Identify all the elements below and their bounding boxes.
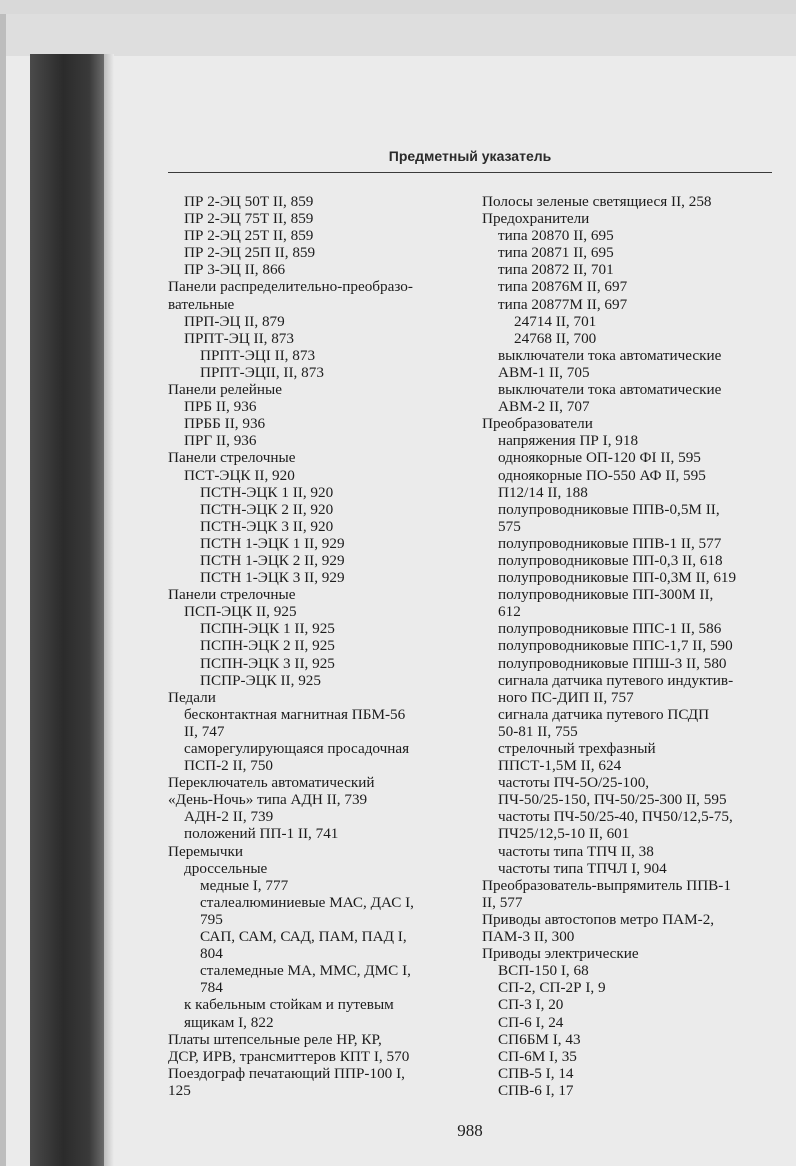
index-entry: 784 bbox=[200, 979, 223, 997]
index-entry: Панели стрелочные bbox=[168, 586, 296, 604]
index-entry: ПР 2-ЭЦ 50Т II, 859 bbox=[184, 193, 314, 210]
index-entry: 795 bbox=[200, 910, 223, 928]
index-entry: II, 577 bbox=[482, 893, 523, 911]
index-entry: ПСПР-ЭЦК II, 925 bbox=[200, 671, 321, 689]
index-entry: СП-6 I, 24 bbox=[498, 1013, 564, 1031]
index-entry: полупроводниковые ПП-300М II, bbox=[498, 586, 714, 604]
index-entry: ПРП-ЭЦ II, 879 bbox=[184, 312, 285, 330]
index-entry: 575 bbox=[498, 517, 521, 535]
left-index-column bbox=[168, 193, 458, 1099]
page-top-shadow bbox=[6, 14, 796, 56]
index-entry: СПВ-5 I, 14 bbox=[498, 1064, 574, 1082]
index-entry: 125 bbox=[168, 1081, 191, 1099]
book-spine bbox=[30, 54, 104, 1166]
index-entry: ППСТ-1,5М II, 624 bbox=[498, 757, 622, 775]
index-entry: саморегулирующаяся просадочная bbox=[184, 740, 410, 757]
index-entry: ПРПТ-ЭЦІ II, 873 bbox=[200, 346, 316, 364]
index-entry: одноякорные ОП-120 ФІ II, 595 bbox=[498, 449, 701, 467]
index-entry: ПАМ-3 II, 300 bbox=[482, 928, 575, 946]
index-entry: СП-3 I, 20 bbox=[498, 996, 564, 1014]
index-entry: ного ПС-ДИП II, 757 bbox=[498, 688, 634, 706]
index-entry: Панели распределительно-преобразо- bbox=[168, 278, 413, 296]
index-entry: сталеалюминиевые МАС, ДАС I, bbox=[200, 893, 414, 911]
index-entry: ПР 2-ЭЦ 25П II, 859 bbox=[184, 244, 316, 262]
index-entry: дроссельные bbox=[184, 859, 268, 877]
index-entry: сигнала датчика путевого индуктив- bbox=[498, 671, 734, 689]
index-entry: Поездограф печатающий ППР-100 I, bbox=[168, 1064, 405, 1082]
index-entry: полупроводниковые ППВ-0,5М II, bbox=[498, 500, 720, 518]
index-entry: частоты ПЧ-50/25-40, ПЧ50/12,5-75, bbox=[498, 808, 733, 826]
index-entry: ПСПН-ЭЦК 3 II, 925 bbox=[200, 654, 335, 672]
right-index-column bbox=[482, 193, 782, 1099]
index-entry: ПСТ-ЭЦК II, 920 bbox=[184, 466, 295, 484]
index-entry: Преобразователи bbox=[482, 415, 593, 433]
index-entry: ПР 2-ЭЦ 75Т II, 859 bbox=[184, 210, 314, 228]
index-entry: типа 20876М II, 697 bbox=[498, 278, 628, 296]
index-entry: полупроводниковые ППВ-1 II, 577 bbox=[498, 534, 722, 552]
index-entry: АДН-2 II, 739 bbox=[184, 808, 274, 826]
index-entry: частоты ПЧ-5О/25-100, bbox=[498, 774, 650, 792]
index-entry: ПР 2-ЭЦ 25Т II, 859 bbox=[184, 227, 314, 245]
index-entry: Перемычки bbox=[168, 842, 244, 860]
index-entry: типа 20872 II, 701 bbox=[498, 261, 614, 279]
index-entry: полупроводниковые ПП-0,3М II, 619 bbox=[498, 569, 737, 587]
index-entry: ПСТН 1-ЭЦК 2 II, 929 bbox=[200, 551, 345, 569]
index-entry: полупроводниковые ППШ-3 II, 580 bbox=[498, 654, 727, 672]
index-entry: стрелочный трехфазный bbox=[498, 740, 656, 757]
index-entry: ПРПТ-ЭЦІІ, II, 873 bbox=[200, 363, 324, 381]
index-entry: ящикам I, 822 bbox=[184, 1013, 274, 1031]
index-entry: выключатели тока автоматические bbox=[498, 346, 722, 364]
spine-shadow bbox=[104, 54, 114, 1166]
index-entry: Платы штепсельные реле НР, КР, bbox=[168, 1030, 382, 1048]
index-entry: ПРПТ-ЭЦ II, 873 bbox=[184, 329, 294, 347]
index-entry: частоты типа ТПЧ II, 38 bbox=[498, 842, 654, 860]
index-entry: типа 20877М II, 697 bbox=[498, 295, 628, 313]
index-entry: Приводы электрические bbox=[482, 945, 639, 963]
index-entry: Педали bbox=[168, 688, 216, 706]
index-entry: Панели стрелочные bbox=[168, 449, 296, 467]
index-entry: СПВ-6 I, 17 bbox=[498, 1081, 574, 1099]
index-entry: 612 bbox=[498, 603, 521, 621]
header-rule bbox=[168, 172, 772, 173]
index-entry: ПРГ II, 936 bbox=[184, 432, 257, 450]
index-entry: ВСП-150 I, 68 bbox=[498, 962, 589, 980]
index-entry: ПСТН 1-ЭЦК 1 II, 929 bbox=[200, 534, 345, 552]
index-entry: вательные bbox=[168, 295, 235, 313]
index-entry: СП6БМ I, 43 bbox=[498, 1030, 581, 1048]
index-entry: ПСП-ЭЦК II, 925 bbox=[184, 603, 297, 621]
index-entry: медные I, 777 bbox=[200, 876, 289, 894]
index-entry: бесконтактная магнитная ПБМ-56 bbox=[184, 705, 406, 723]
index-entry: ПЧ25/12,5-10 II, 601 bbox=[498, 825, 630, 843]
index-entry: 804 bbox=[200, 945, 223, 963]
index-entry: ПРББ II, 936 bbox=[184, 415, 266, 433]
index-entry: типа 20871 II, 695 bbox=[498, 244, 614, 262]
index-entry: одноякорные ПО-550 АФ II, 595 bbox=[498, 466, 706, 484]
index-entry: ПСПН-ЭЦК 1 II, 925 bbox=[200, 620, 335, 638]
index-entry: Полосы зеленые светящиеся II, 258 bbox=[482, 193, 712, 210]
index-entry: ПСПН-ЭЦК 2 II, 925 bbox=[200, 637, 335, 655]
index-entry: АВМ-1 II, 705 bbox=[498, 363, 590, 381]
index-entry: полупроводниковые ППС-1 II, 586 bbox=[498, 620, 722, 638]
index-entry: Предохранители bbox=[482, 210, 590, 228]
index-entry: полупроводниковые ППС-1,7 II, 590 bbox=[498, 637, 733, 655]
index-entry: ПЧ-50/25-150, ПЧ-50/25-300 II, 595 bbox=[498, 791, 727, 809]
index-entry: 50-81 II, 755 bbox=[498, 722, 578, 740]
index-entry: ПСТН-ЭЦК 3 II, 920 bbox=[200, 517, 334, 535]
index-entry: II, 747 bbox=[184, 722, 225, 740]
index-entry: СП-2, СП-2Р I, 9 bbox=[498, 979, 606, 997]
index-entry: САП, САМ, САД, ПАМ, ПАД I, bbox=[200, 928, 407, 946]
index-entry: Панели релейные bbox=[168, 381, 282, 399]
index-entry: СП-6М I, 35 bbox=[498, 1047, 577, 1065]
index-entry: частоты типа ТПЧЛ I, 904 bbox=[498, 859, 667, 877]
index-entry: сталемедные МА, ММС, ДМС I, bbox=[200, 962, 411, 980]
index-entry: напряжения ПР I, 918 bbox=[498, 432, 639, 450]
index-entry: ПСТН-ЭЦК 1 II, 920 bbox=[200, 483, 334, 501]
index-entry: положений ПП-1 II, 741 bbox=[184, 825, 339, 843]
index-entry: ДСР, ИРВ, трансмиттеров КПТ I, 570 bbox=[168, 1047, 410, 1065]
index-entry: Приводы автостопов метро ПАМ-2, bbox=[482, 910, 715, 928]
page-number: 988 bbox=[457, 1121, 483, 1140]
index-entry: ПСП-2 II, 750 bbox=[184, 757, 274, 775]
index-entry: 24768 II, 700 bbox=[514, 329, 597, 347]
index-entry: ПРБ II, 936 bbox=[184, 398, 257, 416]
running-header: Предметный указатель bbox=[388, 148, 552, 164]
index-entry: сигнала датчика путевого ПСДП bbox=[498, 705, 710, 723]
index-entry: 24714 II, 701 bbox=[514, 312, 597, 330]
index-entry: к кабельным стойкам и путевым bbox=[184, 996, 394, 1014]
index-entry: типа 20870 II, 695 bbox=[498, 227, 614, 245]
index-entry: полупроводниковые ПП-0,3 II, 618 bbox=[498, 551, 723, 569]
index-entry: выключатели тока автоматические bbox=[498, 381, 722, 399]
index-entry: «День-Ночь» типа АДН II, 739 bbox=[168, 791, 368, 809]
index-entry: П12/14 II, 188 bbox=[498, 483, 588, 501]
index-entry: ПСТН-ЭЦК 2 II, 920 bbox=[200, 500, 334, 518]
index-entry: АВМ-2 II, 707 bbox=[498, 398, 590, 416]
index-entry: Преобразователь-выпрямитель ППВ-1 bbox=[482, 876, 731, 894]
scan-top-band bbox=[0, 0, 796, 14]
index-entry: ПСТН 1-ЭЦК 3 II, 929 bbox=[200, 569, 345, 587]
index-entry: Переключатель автоматический bbox=[168, 774, 375, 792]
index-entry: ПР 3-ЭЦ II, 866 bbox=[184, 261, 286, 279]
